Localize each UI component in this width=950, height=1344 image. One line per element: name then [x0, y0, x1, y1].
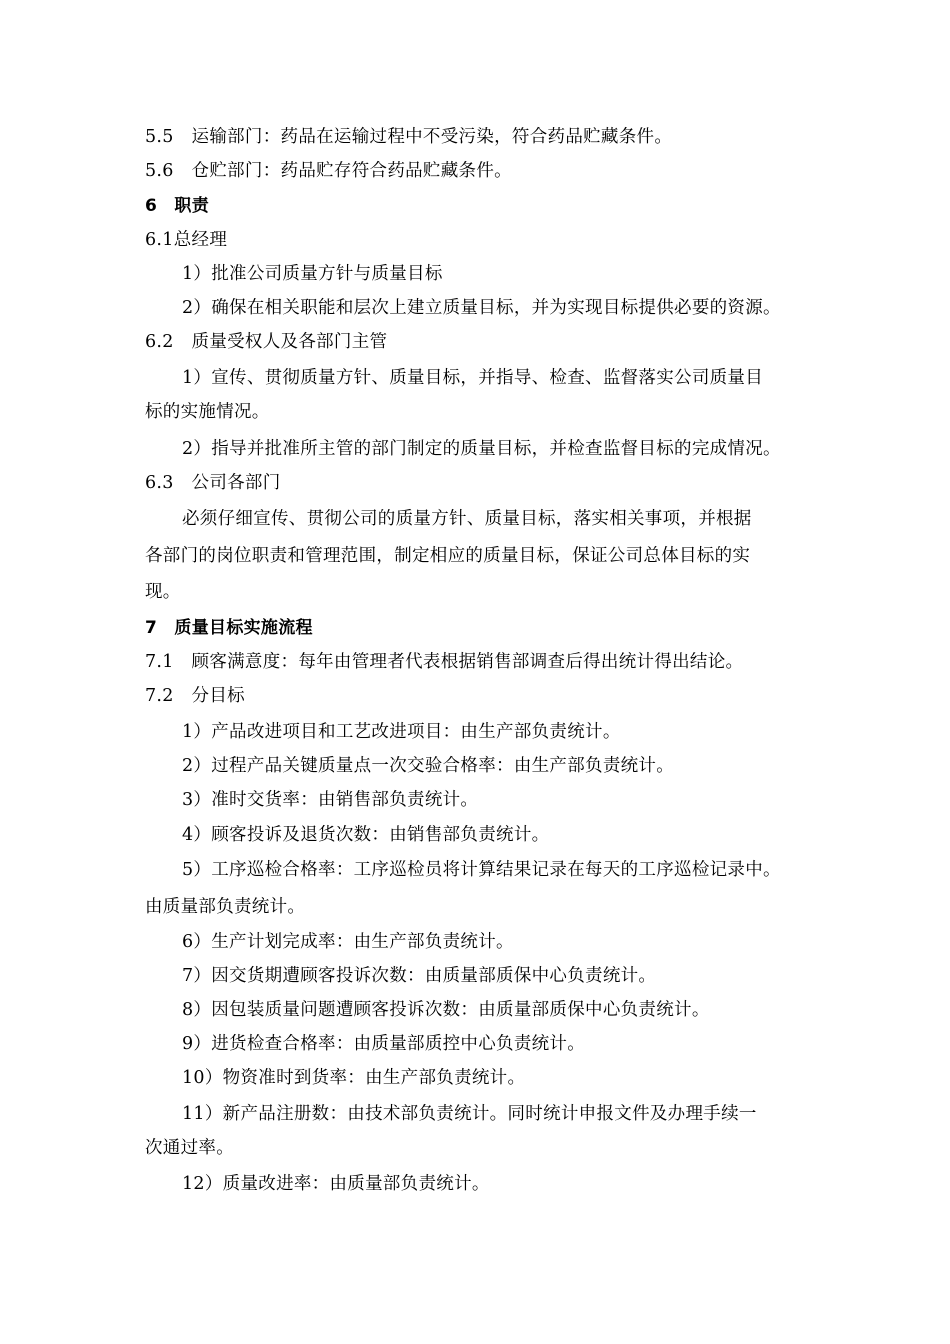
list-item-continuation: 由质量部负责统计。	[145, 897, 306, 917]
list-item: 11）新产品注册数：由技术部负责统计。同时统计申报文件及办理手续一	[182, 1104, 757, 1124]
paragraph-line: 现。	[145, 582, 181, 602]
list-item: 8）因包装质量问题遭顾客投诉次数：由质量部质保中心负责统计。	[182, 1000, 710, 1020]
list-item: 6）生产计划完成率：由生产部负责统计。	[182, 932, 514, 952]
list-item: 1）产品改进项目和工艺改进项目：由生产部负责统计。	[182, 722, 621, 742]
section-7-heading: 7 质量目标实施流程	[145, 618, 313, 638]
paragraph-line: 各部门的岗位职责和管理范围，制定相应的质量目标，保证公司总体目标的实	[145, 546, 751, 566]
list-item: 5）工序巡检合格率：工序巡检员将计算结果记录在每天的工序巡检记录中。	[182, 860, 781, 880]
clause-6-1: 6.1总经理	[145, 230, 228, 250]
list-item: 7）因交货期遭顾客投诉次数：由质量部质保中心负责统计。	[182, 966, 657, 986]
list-item: 2）确保在相关职能和层次上建立质量目标，并为实现目标提供必要的资源。	[182, 298, 781, 318]
clause-7-2: 7.2 分目标	[145, 686, 245, 706]
paragraph-line: 必须仔细宣传、贯彻公司的质量方针、质量目标，落实相关事项，并根据	[182, 509, 752, 529]
list-item: 12）质量改进率：由质量部负责统计。	[182, 1174, 490, 1194]
list-item: 9）进货检查合格率：由质量部质控中心负责统计。	[182, 1034, 586, 1054]
section-6-heading: 6 职责	[145, 196, 210, 216]
list-item: 1）批准公司质量方针与质量目标	[182, 264, 443, 284]
list-item: 1）宣传、贯彻质量方针、质量目标，并指导、检查、监督落实公司质量目	[182, 368, 764, 388]
clause-6-2: 6.2 质量受权人及各部门主管	[145, 332, 388, 352]
clause-5-5: 5.5 运输部门：药品在运输过程中不受污染，符合药品贮藏条件。	[145, 127, 673, 147]
list-item-continuation: 次通过率。	[145, 1138, 234, 1158]
clause-7-1: 7.1 顾客满意度：每年由管理者代表根据销售部调查后得出统计得出结论。	[145, 652, 744, 672]
list-item-continuation: 标的实施情况。	[145, 402, 270, 422]
clause-6-3: 6.3 公司各部门	[145, 473, 281, 493]
list-item: 2）指导并批准所主管的部门制定的质量目标，并检查监督目标的完成情况。	[182, 439, 781, 459]
clause-5-6: 5.6 仓贮部门：药品贮存符合药品贮藏条件。	[145, 161, 512, 181]
list-item: 10）物资准时到货率：由生产部负责统计。	[182, 1068, 526, 1088]
list-item: 4）顾客投诉及退货次数：由销售部负责统计。	[182, 825, 550, 845]
list-item: 3）准时交货率：由销售部负责统计。	[182, 790, 479, 810]
list-item: 2）过程产品关键质量点一次交验合格率：由生产部负责统计。	[182, 756, 675, 776]
